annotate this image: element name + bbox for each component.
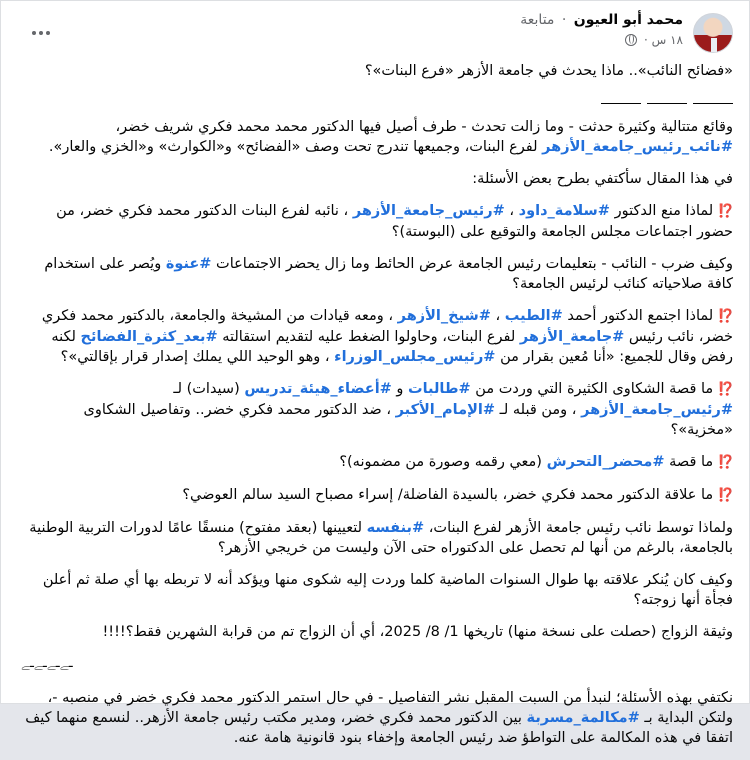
- hashtag-link[interactable]: #الطيب: [504, 308, 563, 324]
- paragraph-12: نكتفي بهذه الأسئلة؛ لنبدأ من السبت المقبل نشر التفاصيل - في حال استمر الدكتور محمد فكري خضر في منصبه -، ولتكن البداية بـ #مكالمة_مسربة بين الدكتور محمد فكري خضر، ومدير مكتب رئيس جامعة الأزهر.. لنسمع منهما كيف اتفقا في هذه المكالمة على التواطؤ ضد رئيس الجامعة وإخفاء بنود قانونية هامة عنه.: [25, 690, 733, 746]
- hashtag-link[interactable]: #جامعة_الأزهر: [519, 329, 625, 345]
- decorative-scribble: ـﮯـﮯـﮯـﮯ: [21, 656, 73, 671]
- hashtag-link[interactable]: #نائب_رئيس_جامعة_الأزهر: [542, 139, 733, 155]
- author-block: [520, 11, 683, 49]
- hashtag-link[interactable]: #عنوة: [165, 256, 212, 272]
- post-header: [17, 9, 733, 55]
- follow-button[interactable]: متابعة: [520, 12, 555, 28]
- post-meta: [520, 31, 683, 49]
- hashtag-link[interactable]: #بعد_كثرة_الفضائح: [80, 329, 218, 345]
- separator-dot: ·: [561, 12, 567, 28]
- paragraph-8: ⁉️ ما علاقة الدكتور محمد فكري خضر، بالسيدة الفاضلة/ إسراء مصباح السيد سالم العوضي؟: [17, 485, 733, 506]
- separator-lines: [17, 93, 733, 117]
- paragraph-9: ولماذا توسط نائب رئيس جامعة الأزهر لفرع البنات، #بنفسه لتعيينها (بعقد مفتوح) منسقًا عامًا لدورات التربية الوطنية بالجامعة، بالرغم من أنها لم تحصل على الدكتوراه حتى الآن وليست من خريجي الأزهر؟: [29, 520, 733, 556]
- question-emoji-icon: ⁉️: [717, 309, 733, 324]
- globe-icon: [625, 34, 637, 46]
- hashtag-link[interactable]: #رئيس_جامعة_الأزهر: [352, 203, 505, 219]
- hashtag-link[interactable]: #سلامة_داود: [518, 203, 610, 219]
- hashtag-link[interactable]: #رئيس_مجلس_الوزراء: [334, 349, 496, 365]
- post-time[interactable]: ١٨ س: [651, 33, 683, 47]
- paragraph-10: وكيف كان يُنكر علاقته بها طوال السنوات الماضية كلما وردت إليه شكوى منها ويؤكد أنه لا تربطه بها أي صلة ثم أعلن فجأة أنها زوجته؟: [42, 572, 733, 608]
- author-line: [520, 11, 683, 29]
- paragraph-1: وقائع متتالية وكثيرة حدثت - وما زالت تحدث - طرف أصيل فيها الدكتور محمد محمد فكري شريف خضر، #نائب_رئيس_جامعة_الأزهر لفرع البنات، وجميعها تندرج تحت وصف «الفضائح» و«الكوارث» و«الخزي والعار».: [48, 119, 733, 155]
- paragraph-5: ⁉️ لماذا اجتمع الدكتور أحمد #الطيب ، #شيخ_الأزهر ، ومعه قيادات من المشيخة والجامعة، بالدكتور محمد فكري خضر، نائب رئيس #جامعة_الأزهر لفرع البنات، وحاولوا الضغط عليه لتقديم استقالته #بعد_كثرة_الفضائح لكنه رفض وقال للجميع: «أنا مُعين بقرار من #رئيس_مجلس_الوزراء ، وهو الوحيد اللي يملك إصدار قرار بإقالتي»؟: [41, 308, 733, 365]
- paragraph-6: ⁉️ ما قصة الشكاوى الكثيرة التي وردت من #طالبات و #أعضاء_هيئة_تدريس (سيدات) لـ #رئيس_جامعة_الأزهر ، ومن قبله لـ #الإمام_الأكبر ، ضد الدكتور محمد فكري خضر.. وتفاصيل الشكاوى «مخزية»؟: [83, 381, 733, 438]
- more-options-icon[interactable]: [29, 21, 53, 45]
- question-emoji-icon: ⁉️: [717, 382, 733, 397]
- hashtag-link[interactable]: #طالبات: [408, 381, 471, 397]
- paragraph-7: ⁉️ ما قصة #محضر_التحرش (معي رقمه وصورة من مضمونه)؟: [17, 452, 733, 473]
- paragraph-3: ⁉️ لماذا منع الدكتور #سلامة_داود ، #رئيس_جامعة_الأزهر ، نائبه لفرع البنات الدكتور محمد فكري خضر، من حضور اجتماعات مجلس الجامعة والتوقيع على (البوستة)؟: [56, 203, 733, 240]
- hashtag-link[interactable]: #أعضاء_هيئة_تدريس: [244, 381, 392, 397]
- hashtag-link[interactable]: #محضر_التحرش: [546, 454, 665, 470]
- hashtag-link[interactable]: #رئيس_جامعة_الأزهر: [581, 402, 733, 418]
- question-emoji-icon: ⁉️: [717, 204, 733, 219]
- paragraph-11: وثيقة الزواج (حصلت على نسخة منها) تاريخها 1/ 8/ 2025، أي أن الزواج تم من قرابة الشهرين فقط؟!!!!: [102, 624, 733, 640]
- post-title: «فضائح النائب».. ماذا يحدث في جامعة الأزهر «فرع البنات»؟: [364, 63, 733, 79]
- question-emoji-icon: ⁉️: [717, 455, 733, 470]
- paragraph-2: في هذا المقال سأكتفي بطرح بعض الأسئلة:: [472, 171, 733, 187]
- author-name[interactable]: محمد أبو العيون: [573, 12, 683, 28]
- hashtag-link[interactable]: #شيخ_الأزهر: [397, 308, 491, 324]
- paragraph-4: وكيف ضرب - النائب - بتعليمات رئيس الجامعة عرض الحائط وما زال يحضر الاجتماعات #عنوة ويُصر على استخدام كافة صلاحياته كنائب لرئيس الجامعة؟: [44, 256, 733, 292]
- post-body: [17, 61, 733, 760]
- time-separator: ·: [643, 33, 648, 47]
- hashtag-link[interactable]: #بنفسه: [366, 520, 425, 536]
- hashtag-link[interactable]: #الإمام_الأكبر: [395, 402, 495, 418]
- author-avatar[interactable]: [693, 13, 733, 53]
- question-emoji-icon: ⁉️: [717, 488, 733, 503]
- hashtag-link[interactable]: #مكالمة_مسربة: [526, 710, 640, 726]
